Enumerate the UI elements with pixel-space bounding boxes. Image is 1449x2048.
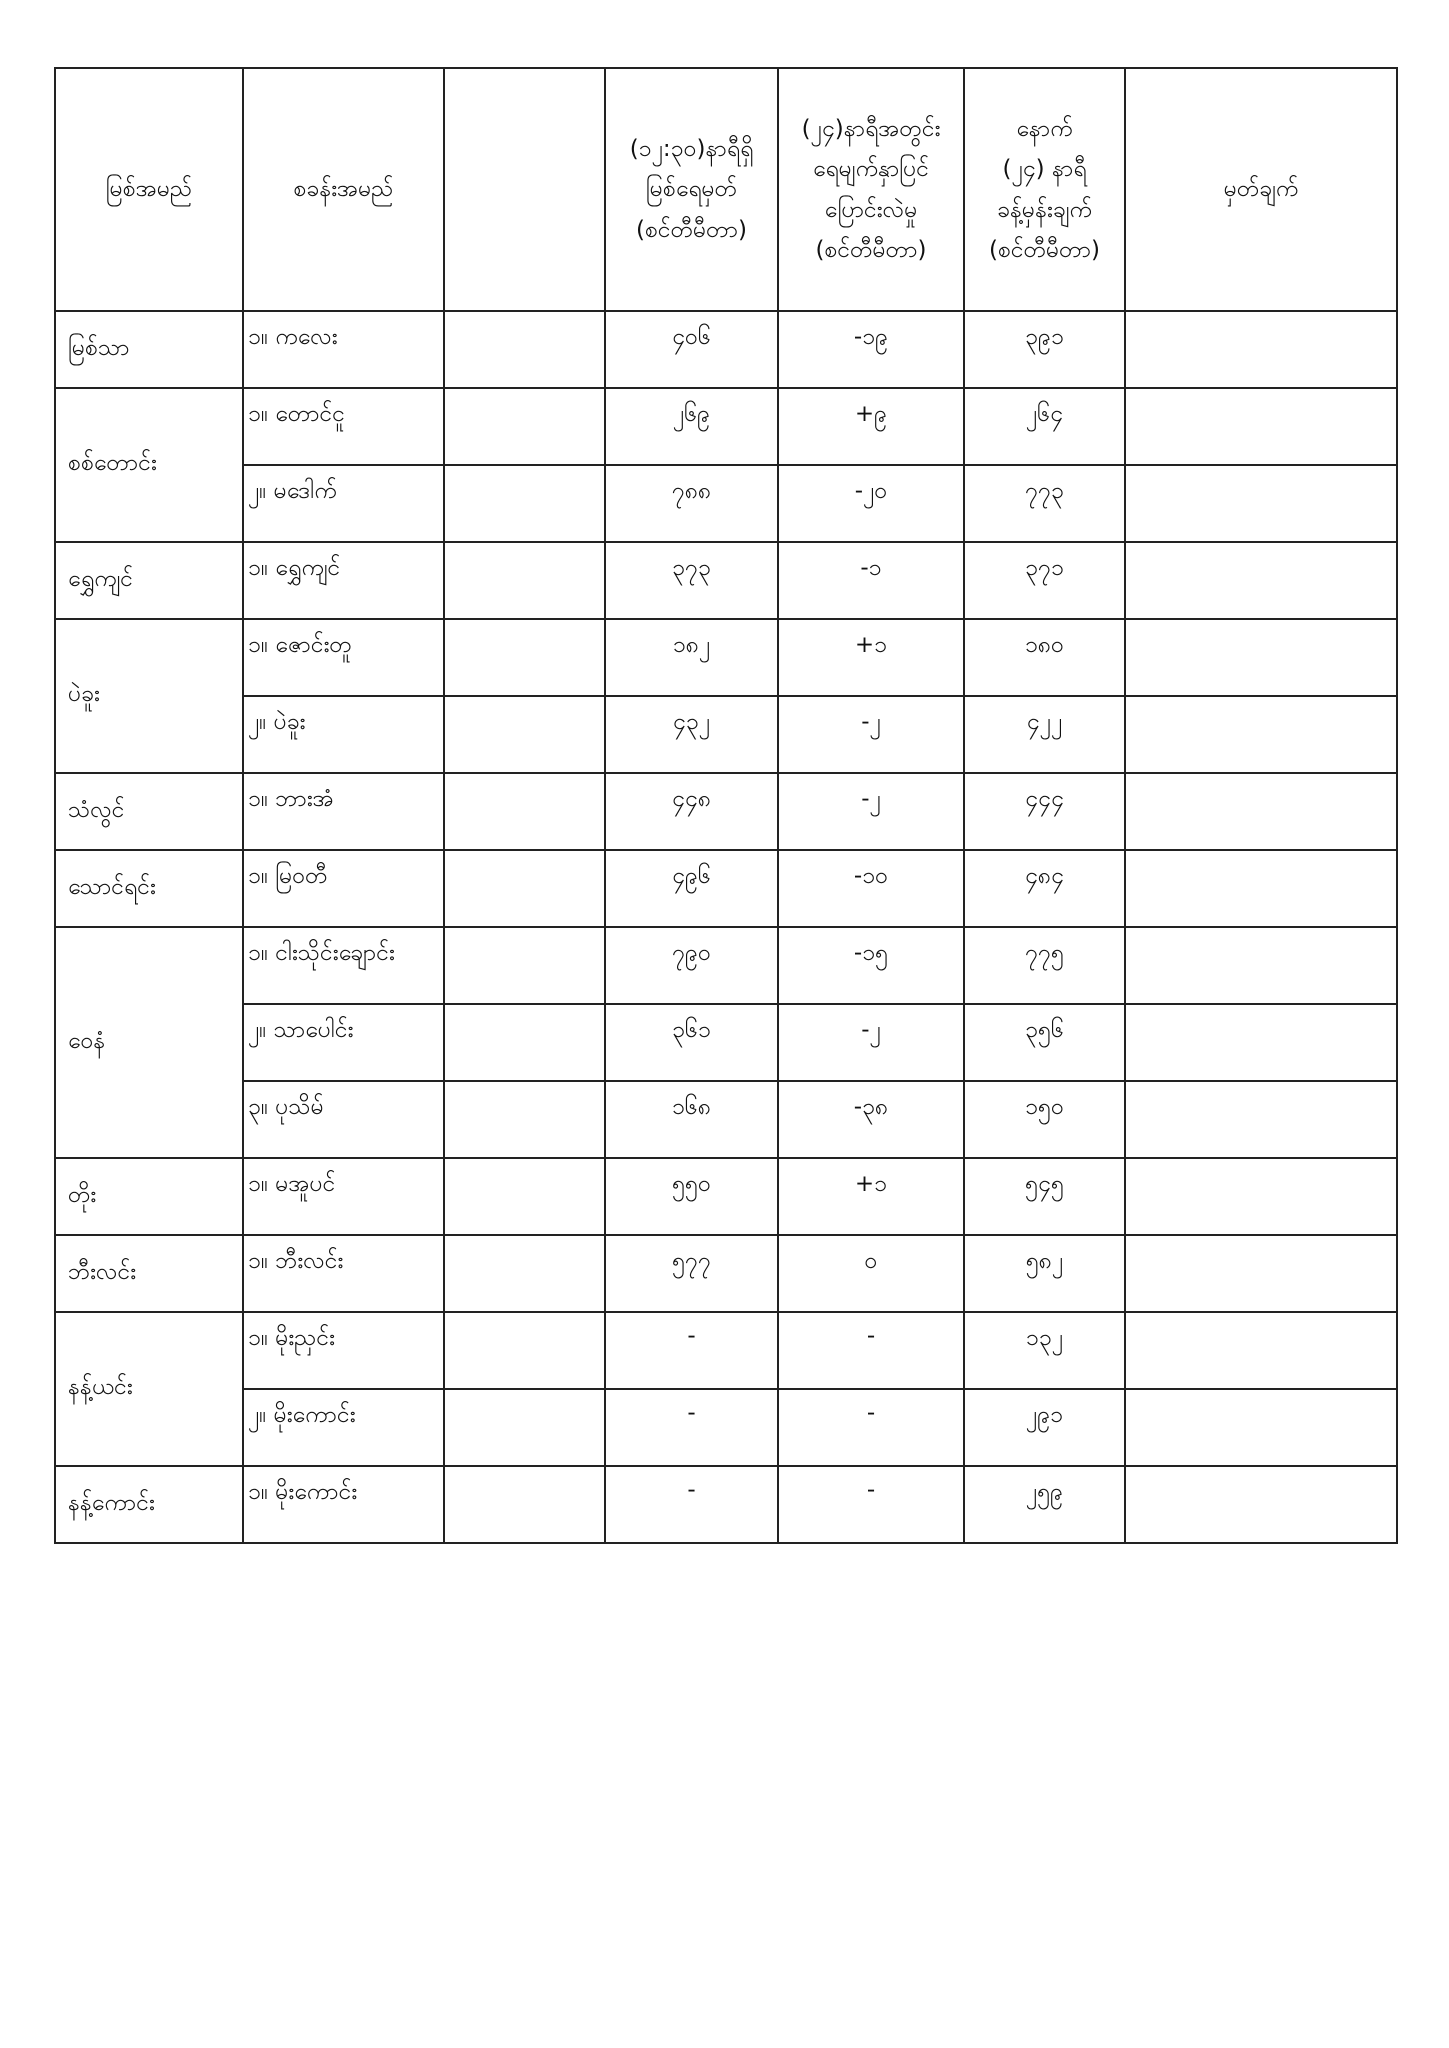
- blank-cell: [444, 850, 605, 927]
- river-name: သံလွင်: [55, 773, 243, 850]
- change-value: -၂: [778, 1004, 964, 1081]
- change-value: -၂: [778, 696, 964, 773]
- river-name: နန့်ယင်း: [55, 1312, 243, 1466]
- station-name: ၂။ သာပေါင်း: [243, 1004, 444, 1081]
- table-row: [55, 619, 1397, 696]
- station-name: ၁။ ကလေး: [243, 311, 444, 388]
- table-row: [55, 927, 1397, 1004]
- river-name: နန့်ကောင်း: [55, 1466, 243, 1543]
- change-value: -: [778, 1389, 964, 1466]
- forecast-value: ၂၉၁: [964, 1389, 1125, 1466]
- remark-cell: [1125, 1004, 1397, 1081]
- level-value: ၃၇၃: [605, 542, 778, 619]
- header-station: စခန်းအမည်: [243, 68, 444, 311]
- river-name: မြစ်သာ: [55, 311, 243, 388]
- river-name: ရွှေကျင်: [55, 542, 243, 619]
- table-row: [55, 542, 1397, 619]
- remark-cell: [1125, 773, 1397, 850]
- header-blank: [444, 68, 605, 311]
- change-value: -၁၅: [778, 927, 964, 1004]
- remark-cell: [1125, 619, 1397, 696]
- level-value: ၁၈၂: [605, 619, 778, 696]
- header-forecast: [964, 68, 1125, 311]
- station-name: ၁။ တောင်ငူ: [243, 388, 444, 465]
- table-row: [55, 1466, 1397, 1543]
- forecast-value: ၇၇၅: [964, 927, 1125, 1004]
- change-value: +၉: [778, 388, 964, 465]
- table-row: [55, 1081, 1397, 1158]
- level-value: ၄၉၆: [605, 850, 778, 927]
- blank-cell: [444, 1235, 605, 1312]
- forecast-value: ၁၈၀: [964, 619, 1125, 696]
- station-name: ၁။ မအူပင်: [243, 1158, 444, 1235]
- level-value: ၇၉၀: [605, 927, 778, 1004]
- header-forecast-line: (၂၄) နာရီ: [1002, 156, 1087, 183]
- station-name: ၁။ ဇောင်းတူ: [243, 619, 444, 696]
- blank-cell: [444, 1081, 605, 1158]
- change-value: +၁: [778, 619, 964, 696]
- change-value: -: [778, 1312, 964, 1389]
- header-row: [55, 68, 1397, 311]
- station-name: ၁။ ငါးသိုင်းချောင်း: [243, 927, 444, 1004]
- table-row: [55, 465, 1397, 542]
- station-name: ၃။ ပုသိမ်: [243, 1081, 444, 1158]
- header-remarks: မှတ်ချက်: [1125, 68, 1397, 311]
- remark-cell: [1125, 1081, 1397, 1158]
- header-change: [778, 68, 964, 311]
- blank-cell: [444, 619, 605, 696]
- remark-cell: [1125, 388, 1397, 465]
- level-value: ၃၆၁: [605, 1004, 778, 1081]
- blank-cell: [444, 696, 605, 773]
- blank-cell: [444, 927, 605, 1004]
- level-value: ၂၆၉: [605, 388, 778, 465]
- forecast-value: ၂၆၄: [964, 388, 1125, 465]
- table-row: [55, 1312, 1397, 1389]
- blank-cell: [444, 773, 605, 850]
- river-name: တိုး: [55, 1158, 243, 1235]
- level-value: ၅၅၀: [605, 1158, 778, 1235]
- station-name: ၁။ မိုးညှင်း: [243, 1312, 444, 1389]
- forecast-value: ၅၄၅: [964, 1158, 1125, 1235]
- table-row: [55, 850, 1397, 927]
- river-name: ဘီးလင်း: [55, 1235, 243, 1312]
- river-name: သောင်ရင်း: [55, 850, 243, 927]
- level-value: -: [605, 1466, 778, 1543]
- header-change-line: ပြောင်းလဲမှု: [824, 196, 918, 223]
- forecast-value: ၇၇၃: [964, 465, 1125, 542]
- remark-cell: [1125, 696, 1397, 773]
- change-value: -၂၀: [778, 465, 964, 542]
- blank-cell: [444, 311, 605, 388]
- remark-cell: [1125, 1235, 1397, 1312]
- forecast-value: ၁၃၂: [964, 1312, 1125, 1389]
- water-level-table: [54, 67, 1398, 1544]
- river-name: ဝေနံ: [55, 927, 243, 1158]
- forecast-value: ၅၈၂: [964, 1235, 1125, 1312]
- blank-cell: [444, 1312, 605, 1389]
- remark-cell: [1125, 542, 1397, 619]
- remark-cell: [1125, 465, 1397, 542]
- remark-cell: [1125, 850, 1397, 927]
- blank-cell: [444, 1389, 605, 1466]
- level-value: ၄၀၆: [605, 311, 778, 388]
- header-change-line: ရေမျက်နှာပြင်: [812, 156, 930, 183]
- change-value: -၂: [778, 773, 964, 850]
- forecast-value: ၄၄၄: [964, 773, 1125, 850]
- header-level-line: (၁၂:၃၀)နာရီရှိ: [629, 136, 754, 163]
- forecast-value: ၁၅၀: [964, 1081, 1125, 1158]
- table-row: [55, 1389, 1397, 1466]
- header-forecast-line: (စင်တီမီတာ): [988, 236, 1101, 263]
- level-value: ၅၇၇: [605, 1235, 778, 1312]
- remark-cell: [1125, 1466, 1397, 1543]
- change-value: +၁: [778, 1158, 964, 1235]
- header-forecast-line: ခန့်မှန်းချက်: [997, 196, 1092, 223]
- station-name: ၂။ ပဲခူး: [243, 696, 444, 773]
- change-value: ၀: [778, 1235, 964, 1312]
- level-value: ၇၈၈: [605, 465, 778, 542]
- station-name: ၂။ မိုးကောင်း: [243, 1389, 444, 1466]
- blank-cell: [444, 1466, 605, 1543]
- blank-cell: [444, 465, 605, 542]
- level-value: -: [605, 1389, 778, 1466]
- forecast-value: ၂၅၉: [964, 1466, 1125, 1543]
- level-value: ၄၃၂: [605, 696, 778, 773]
- header-level: [605, 68, 778, 311]
- level-value: ၄၄၈: [605, 773, 778, 850]
- station-name: ၁။ မိုးကောင်း: [243, 1466, 444, 1543]
- blank-cell: [444, 1158, 605, 1235]
- remark-cell: [1125, 1158, 1397, 1235]
- remark-cell: [1125, 927, 1397, 1004]
- change-value: -၁၀: [778, 850, 964, 927]
- station-name: ၁။ မြဝတီ: [243, 850, 444, 927]
- river-name: ပဲခူး: [55, 619, 243, 773]
- change-value: -၁၉: [778, 311, 964, 388]
- table-row: [55, 1158, 1397, 1235]
- header-level-line: မြစ်ရေမှတ်: [645, 176, 738, 203]
- station-name: ၁။ ရွှေကျင်: [243, 542, 444, 619]
- change-value: -: [778, 1466, 964, 1543]
- station-name: ၂။ မဒေါက်: [243, 465, 444, 542]
- remark-cell: [1125, 1389, 1397, 1466]
- station-name: ၁။ ဘီးလင်း: [243, 1235, 444, 1312]
- table-row: [55, 773, 1397, 850]
- forecast-value: ၃၅၆: [964, 1004, 1125, 1081]
- forecast-value: ၃၉၁: [964, 311, 1125, 388]
- change-value: -၃၈: [778, 1081, 964, 1158]
- header-forecast-line: နောက်: [1016, 116, 1073, 142]
- forecast-value: ၄၈၄: [964, 850, 1125, 927]
- remark-cell: [1125, 1312, 1397, 1389]
- table-row: [55, 1004, 1397, 1081]
- header-level-line: (စင်တီမီတာ): [635, 216, 748, 243]
- level-value: ၁၆၈: [605, 1081, 778, 1158]
- header-change-line: (၂၄)နာရီအတွင်း: [801, 116, 941, 142]
- header-river: မြစ်အမည်: [55, 68, 243, 311]
- table-row: [55, 388, 1397, 465]
- forecast-value: ၄၂၂: [964, 696, 1125, 773]
- blank-cell: [444, 388, 605, 465]
- header-change-line: (စင်တီမီတာ): [815, 236, 927, 263]
- table-row: [55, 311, 1397, 388]
- level-value: -: [605, 1312, 778, 1389]
- blank-cell: [444, 542, 605, 619]
- table-row: [55, 696, 1397, 773]
- change-value: -၁: [778, 542, 964, 619]
- river-name: စစ်တောင်း: [55, 388, 243, 542]
- blank-cell: [444, 1004, 605, 1081]
- remark-cell: [1125, 311, 1397, 388]
- table-row: [55, 1235, 1397, 1312]
- forecast-value: ၃၇၁: [964, 542, 1125, 619]
- station-name: ၁။ ဘားအံ: [243, 773, 444, 850]
